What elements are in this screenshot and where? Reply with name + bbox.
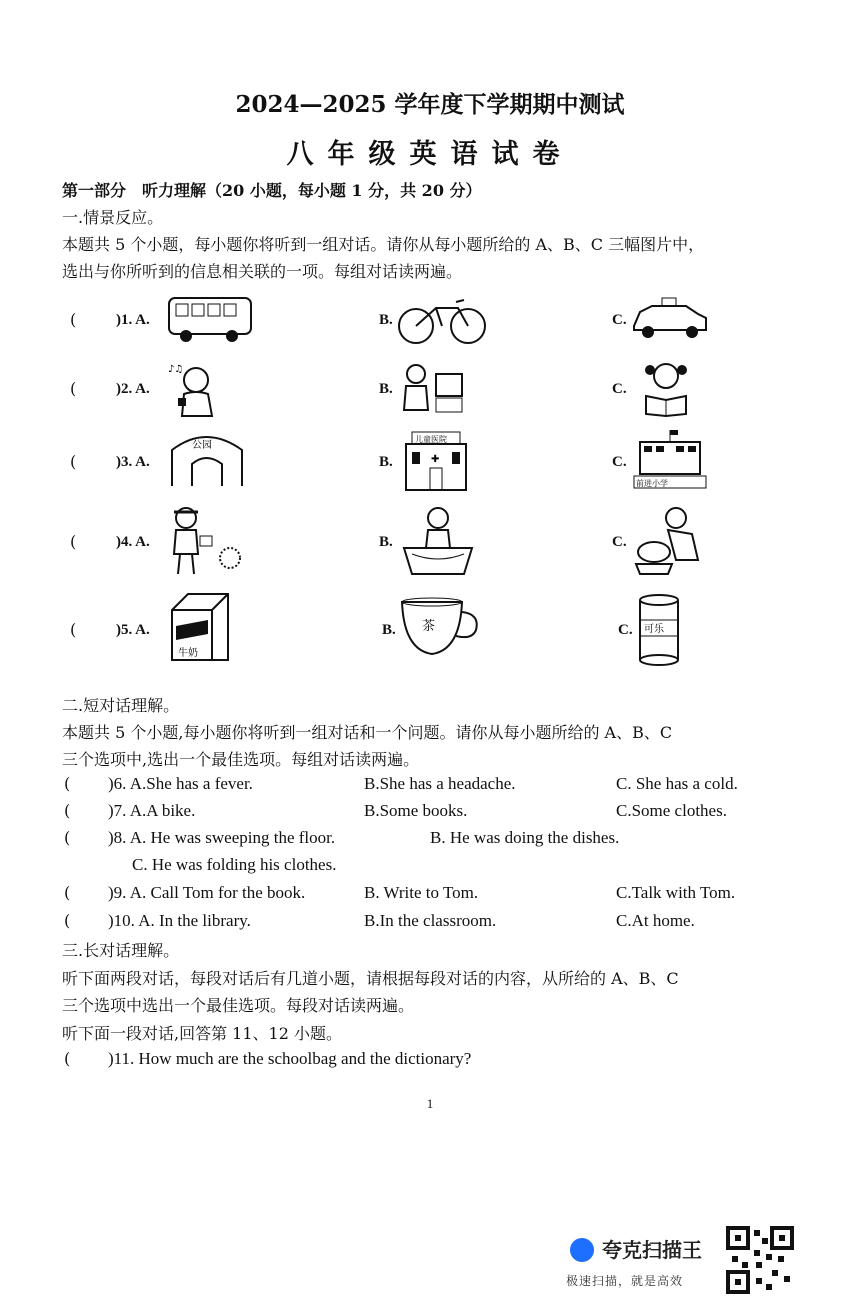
bicycle-picture bbox=[396, 294, 488, 346]
q7-option-b: B.Some books. bbox=[364, 801, 468, 820]
bus-picture bbox=[166, 292, 254, 344]
answer-paren: ( bbox=[70, 620, 77, 639]
option-b-label: B. bbox=[382, 622, 396, 638]
option-b-label: B. bbox=[379, 534, 393, 550]
question-number: )3. A. bbox=[116, 454, 150, 470]
section3-instruction-line1: 听下面两段对话，每段对话后有几道小题，请根据每段对话的内容，从所给的 A、B、C bbox=[62, 969, 679, 988]
exam-title: 2024—2025 学年度下学期期中测试 bbox=[235, 91, 625, 118]
option-b-label: B. bbox=[379, 312, 393, 328]
q6-option-c: C. She has a cold. bbox=[616, 774, 738, 793]
scanner-slogan: 极速扫描，就是高效 bbox=[566, 1274, 684, 1288]
q11-question: )11. How much are the schoolbag and the dictionary? bbox=[108, 1049, 472, 1068]
scanner-brand: 夸克扫描王 bbox=[602, 1238, 702, 1262]
park-sign: 公园 bbox=[192, 440, 212, 451]
q8-option-c: C. He was folding his clothes. bbox=[132, 855, 337, 874]
section2-instruction-line1: 本题共 5 个小题,每小题你将听到一组对话和一个问题。请你从每小题所给的 A、B、C bbox=[62, 723, 673, 742]
section1-heading: 一.情景反应。 bbox=[62, 208, 164, 227]
q9-option-b: B. Write to Tom. bbox=[364, 883, 479, 902]
question-number: )2. A. bbox=[116, 381, 150, 397]
answer-paren: ( bbox=[64, 828, 71, 847]
hospital-picture bbox=[402, 430, 470, 492]
section3-sub-instruction: 听下面一段对话,回答第 11、12 小题。 bbox=[62, 1024, 342, 1043]
answer-paren: ( bbox=[70, 379, 77, 398]
q8-option-a: )8. A. He was sweeping the floor. bbox=[108, 828, 336, 847]
answer-paren: ( bbox=[64, 1049, 71, 1068]
answer-paren: ( bbox=[70, 310, 77, 329]
section3-instruction-line2: 三个选项中选出一个最佳选项。每段对话读两遍。 bbox=[62, 996, 415, 1015]
girl-washing-dog-picture bbox=[632, 504, 708, 576]
q7-option-a: )7. A.A bike. bbox=[108, 801, 196, 820]
answer-paren: ( bbox=[70, 452, 77, 471]
q8-option-b: B. He was doing the dishes. bbox=[430, 828, 620, 847]
exam-subtitle: 八年级英语试卷 bbox=[286, 139, 574, 170]
section1-instruction-line1: 本题共 5 个小题，每小题你将听到一组对话。请你从每小题所给的 A、B、C 三幅图片中， bbox=[62, 235, 705, 254]
option-b-label: B. bbox=[379, 454, 393, 470]
girl-listening-music-picture bbox=[166, 360, 228, 418]
girl-watching-tv-picture bbox=[398, 360, 466, 418]
q6-option-b: B.She has a headache. bbox=[364, 774, 516, 793]
tea-label: 茶 bbox=[422, 619, 436, 634]
hospital-sign: 儿童医院 bbox=[415, 435, 447, 444]
answer-paren: ( bbox=[64, 911, 71, 930]
quark-logo-icon bbox=[570, 1238, 594, 1262]
q10-option-c: C.At home. bbox=[616, 911, 695, 930]
section1-instruction-line2: 选出与你所听到的信息相关联的一项。每组对话读两遍。 bbox=[62, 262, 463, 281]
option-c-label: C. bbox=[612, 454, 627, 470]
q9-option-a: )9. A. Call Tom for the book. bbox=[108, 883, 306, 902]
q6-option-a: )6. A.She has a fever. bbox=[108, 774, 253, 793]
cola-can-picture bbox=[636, 592, 682, 668]
answer-paren: ( bbox=[64, 774, 71, 793]
section2-heading: 二.短对话理解。 bbox=[62, 696, 180, 715]
cola-label: 可乐 bbox=[644, 624, 664, 635]
page-number: 1 bbox=[426, 1096, 434, 1111]
question-number: )1. A. bbox=[116, 312, 150, 328]
taxi-picture bbox=[630, 292, 710, 342]
girl-washing-clothes-picture bbox=[398, 504, 478, 576]
milk-carton-picture bbox=[166, 590, 232, 666]
answer-paren: ( bbox=[64, 801, 71, 820]
q10-option-a: )10. A. In the library. bbox=[108, 911, 251, 930]
answer-paren: ( bbox=[64, 883, 71, 902]
q7-option-c: C.Some clothes. bbox=[616, 801, 727, 820]
qr-code-icon bbox=[726, 1226, 794, 1294]
question-number: )5. A. bbox=[116, 622, 150, 638]
svg-text:♪♫: ♪♫ bbox=[168, 364, 184, 375]
section2-instruction-line2: 三个选项中,选出一个最佳选项。每组对话读两遍。 bbox=[62, 750, 420, 769]
girl-reading-book-picture bbox=[636, 360, 696, 418]
park-gate-picture bbox=[166, 428, 248, 490]
tea-cup-picture bbox=[398, 596, 482, 660]
milk-label: 牛奶 bbox=[178, 648, 198, 659]
option-b-label: B. bbox=[379, 381, 393, 397]
q10-option-b: B.In the classroom. bbox=[364, 911, 497, 930]
option-c-label: C. bbox=[612, 534, 627, 550]
answer-paren: ( bbox=[70, 532, 77, 551]
option-c-label: C. bbox=[618, 622, 633, 638]
option-c-label: C. bbox=[612, 381, 627, 397]
part1-heading: 第一部分 听力理解（20 小题，每小题 1 分，共 20 分） bbox=[62, 181, 482, 200]
school-sign: 前进小学 bbox=[636, 479, 668, 488]
q9-option-c: C.Talk with Tom. bbox=[616, 883, 736, 902]
question-number: )4. A. bbox=[116, 534, 150, 550]
option-c-label: C. bbox=[612, 312, 627, 328]
girl-watering-flowers-picture bbox=[166, 502, 246, 578]
svg-text:✚: ✚ bbox=[431, 454, 440, 465]
section3-heading: 三.长对话理解。 bbox=[62, 941, 180, 960]
school-picture bbox=[632, 428, 708, 492]
